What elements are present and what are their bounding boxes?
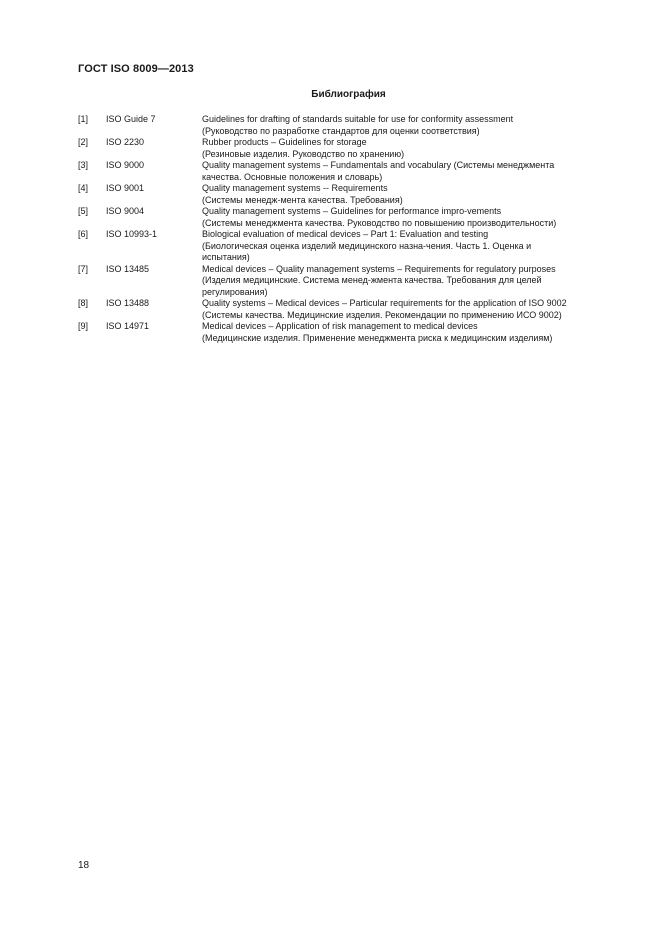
entry-standard-code: ISO 9000 (106, 160, 145, 170)
entry-description-line: (Медицинские изделия. Применение менеджмента риска к медицинским изделиям) (202, 332, 553, 343)
entry-number: [1] (78, 114, 89, 124)
entry-description (202, 183, 618, 206)
bibliography-entry (78, 160, 618, 183)
entry-description (202, 229, 618, 264)
entry-description-line: Medical devices – Quality management systems – Requirements for regulatory purposes (202, 263, 556, 274)
document-code-header: ГОСТ ISO 8009—2013 (78, 63, 194, 75)
bibliography-title (0, 89, 661, 100)
entry-description (202, 321, 618, 344)
entry-standard-code: ISO 10993-1 (106, 229, 158, 239)
entry-description-line: качества. Основные положения и словарь) (202, 171, 383, 182)
entry-description-line: Biological evaluation of medical devices – Part 1: Evaluation and testing (202, 229, 489, 239)
bibliography-entry (78, 229, 618, 264)
entry-description (202, 298, 618, 321)
bibliography-entry (78, 298, 618, 321)
page-number: 18 (78, 860, 90, 871)
entry-description-line: регулирования) (202, 286, 268, 297)
bibliography-entry (78, 321, 618, 344)
entry-standard-code: ISO 9004 (106, 206, 145, 216)
entry-number: [7] (78, 263, 89, 274)
entry-standard-code: ISO 13488 (106, 298, 150, 308)
entry-number: [2] (78, 137, 89, 147)
entry-number: [6] (78, 229, 89, 239)
entry-description-line: (Системы менедж-мента качества. Требования) (202, 194, 403, 205)
entry-description (202, 114, 618, 137)
entry-description-line: (Системы менеджмента качества. Руководство по повышению производительности) (202, 217, 557, 228)
entry-description-line: Quality management systems – Guidelines for performance impro-vements (202, 206, 502, 216)
bibliography-entry (78, 206, 618, 229)
entry-number: [3] (78, 160, 89, 170)
entry-description (202, 206, 618, 229)
entry-description-line: (Биологическая оценка изделий медицинского назна-чения. Часть 1. Оценка и (202, 240, 532, 251)
entry-standard-code: ISO 13485 (106, 263, 150, 274)
entry-number: [5] (78, 206, 89, 216)
bibliography-entry (78, 264, 618, 299)
entry-description-line: (Изделия медицинские. Система менед-жмента качества. Требования для целей (202, 275, 542, 285)
entry-description-line: Medical devices – Application of risk management to medical devices (202, 321, 478, 331)
entry-description-line: Quality management systems -- Requirements (202, 183, 388, 193)
entry-number: [4] (78, 183, 89, 193)
entry-standard-code: ISO 2230 (106, 137, 145, 147)
entry-description (202, 160, 618, 183)
entry-standard-code: ISO Guide 7 (106, 114, 156, 124)
bibliography-title-text: Библиография (311, 89, 386, 100)
entry-description-line: испытания) (202, 252, 250, 262)
entry-standard-code: ISO 14971 (106, 321, 150, 331)
bibliography-entry (78, 114, 618, 137)
entry-description-line: Quality management systems – Fundamentals and vocabulary (Системы менеджмента (202, 160, 555, 170)
bibliography-list (78, 114, 618, 344)
bibliography-entry (78, 137, 618, 160)
entry-number: [9] (78, 321, 89, 331)
entry-description-line: Rubber products – Guidelines for storage (202, 137, 367, 147)
entry-description-line: Quality systems – Medical devices – Particular requirements for the application of ISO 9002 (202, 298, 567, 308)
entry-standard-code: ISO 9001 (106, 183, 145, 193)
entry-number: [8] (78, 298, 89, 308)
entry-description-line: Guidelines for drafting of standards suitable for use for conformity assessment (202, 114, 514, 124)
entry-description-line: (Руководство по разработке стандартов для оценки соответствия) (202, 125, 480, 136)
entry-description (202, 264, 618, 299)
entry-description-line: (Системы качества. Медицинские изделия. Рекомендации по применению ИСО 9002) (202, 309, 562, 320)
entry-description-line: (Резиновые изделия. Руководство по хранению) (202, 148, 405, 159)
entry-description (202, 137, 618, 160)
bibliography-entry (78, 183, 618, 206)
